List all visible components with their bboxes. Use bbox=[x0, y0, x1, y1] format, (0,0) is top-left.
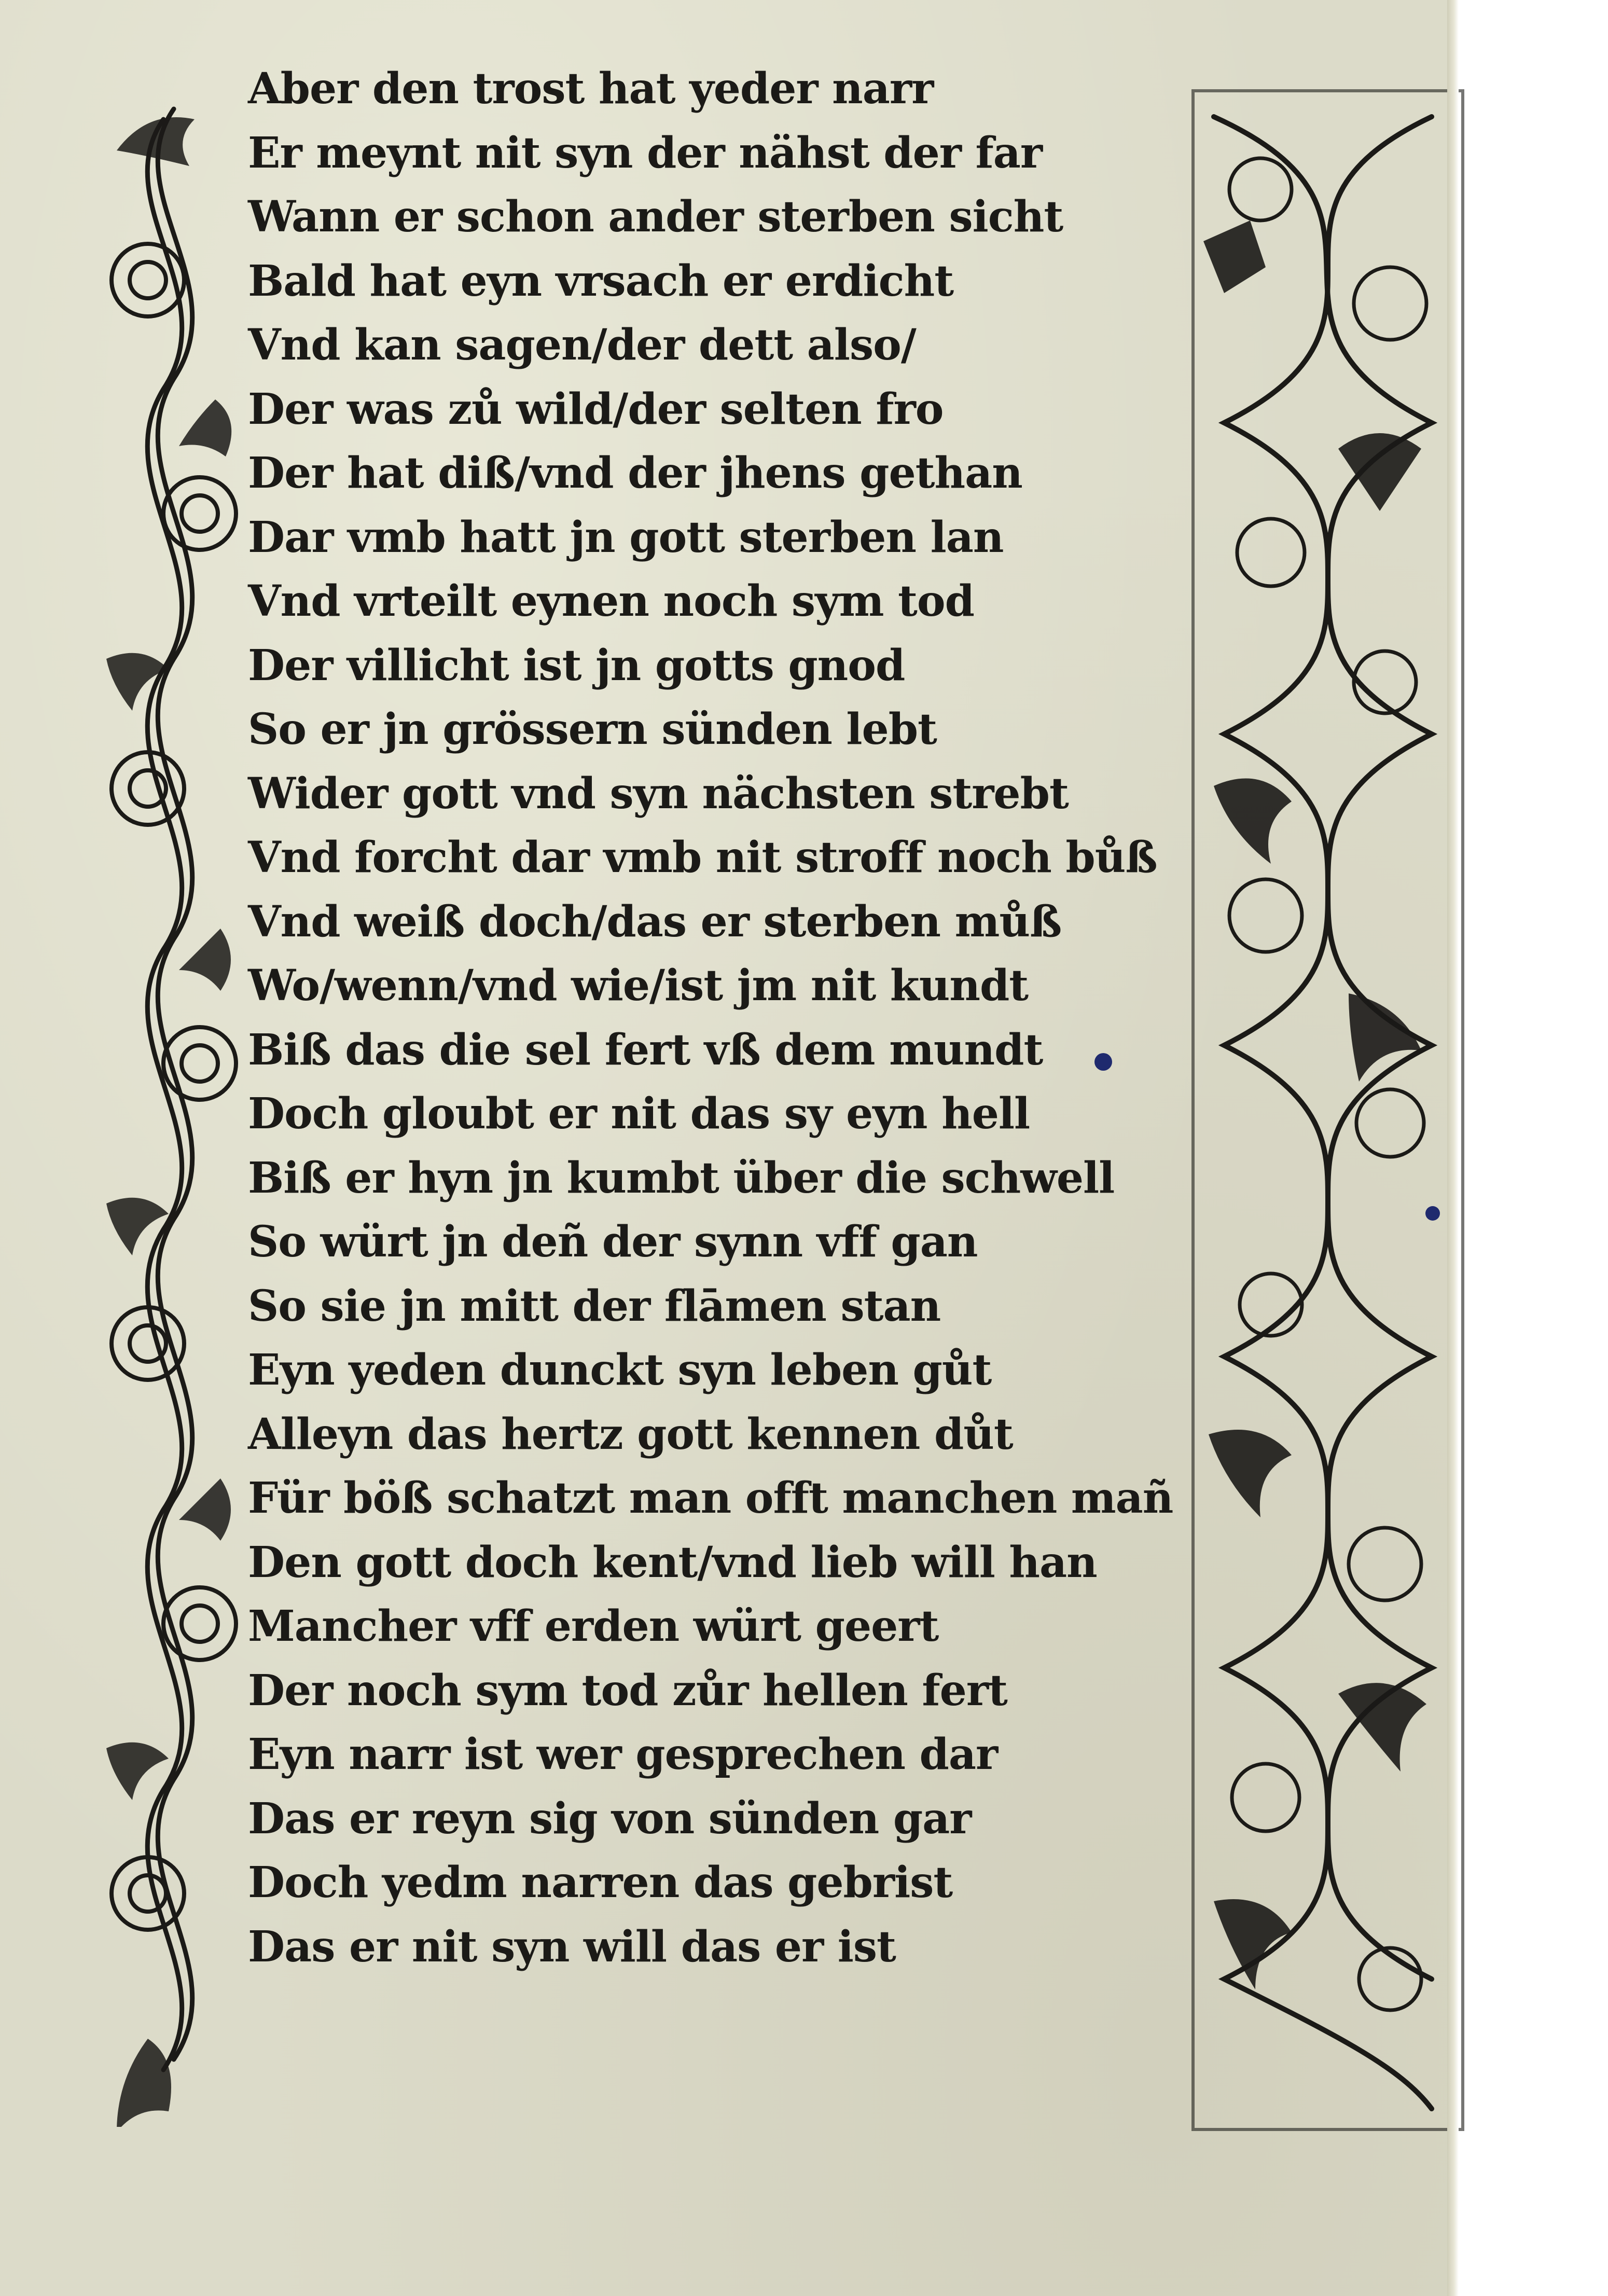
ink-dot bbox=[1094, 1053, 1112, 1071]
verse-line: Dar vmb hatt jn gott sterben lan bbox=[248, 512, 1004, 562]
verse-line: Biß das die sel fert vß dem mundt bbox=[248, 1025, 1043, 1075]
verse-line: Eyn narr ist wer gesprechen dar bbox=[248, 1730, 998, 1779]
verse-line: Doch gloubt er nit das sy eyn hell bbox=[248, 1089, 1030, 1139]
verse-line: Doch yedm narren das gebrist bbox=[248, 1858, 953, 1907]
verse-line: Eyn yeden dunckt syn leben gůt bbox=[248, 1345, 992, 1395]
verse-line: Das er nit syn will das er ist bbox=[248, 1921, 896, 1972]
verse-line: Vnd forcht dar vmb nit stroff noch bůß bbox=[248, 833, 1157, 882]
verse-line: Der hat diß/vnd der jhens gethan bbox=[248, 448, 1022, 498]
verse-line: Mancher vff erden würt geert bbox=[248, 1601, 939, 1651]
verse-line: Der noch sym tod zůr hellen fert bbox=[248, 1665, 1007, 1716]
verse-line: Der villicht ist jn gotts gnod bbox=[248, 640, 905, 690]
right-woodcut-border bbox=[1183, 86, 1473, 2135]
verse-line: Biß er hyn jn kumbt über die schwell bbox=[248, 1153, 1115, 1203]
verse-line: So würt jn deñ der synn vff gan bbox=[248, 1217, 978, 1267]
verse-line: So er jn grössern sünden lebt bbox=[248, 704, 937, 754]
verse-line: Das er reyn sig von sünden gar bbox=[248, 1793, 972, 1844]
verse-line: Er meynt nit syn der nähst der far bbox=[248, 128, 1043, 178]
verse-line: Aber den trost hat yeder narr bbox=[248, 64, 934, 114]
verse-line: Wo/wenn/vnd wie/ist jm nit kundt bbox=[248, 961, 1029, 1011]
verse-line: Vnd vrteilt eynen noch sym tod bbox=[248, 576, 974, 626]
verse-line: Alleyn das hertz gott kennen důt bbox=[248, 1409, 1013, 1459]
verse-line: Bald hat eyn vrsach er erdicht bbox=[248, 256, 954, 306]
verse-line: Wann er schon ander sterben sicht bbox=[248, 192, 1063, 242]
page-edge bbox=[1447, 0, 1459, 2296]
verse-text-block bbox=[248, 57, 1173, 1979]
verse-line: Den gott doch kent/vnd lieb will han bbox=[248, 1537, 1097, 1587]
verse-line: Für böß schatzt man offt manchen mañ bbox=[248, 1473, 1173, 1523]
verse-line: Der was zů wild/der selten fro bbox=[248, 384, 944, 434]
verse-line: Vnd weiß doch/das er sterben můß bbox=[248, 896, 1062, 947]
left-woodcut-border bbox=[86, 88, 257, 2127]
verse-line: So sie jn mitt der flāmen stan bbox=[248, 1281, 941, 1331]
verse-line: Wider gott vnd syn nächsten strebt bbox=[248, 768, 1069, 819]
verse-line: Vnd kan sagen/der dett also/ bbox=[248, 320, 916, 370]
ink-dot bbox=[1425, 1206, 1440, 1221]
